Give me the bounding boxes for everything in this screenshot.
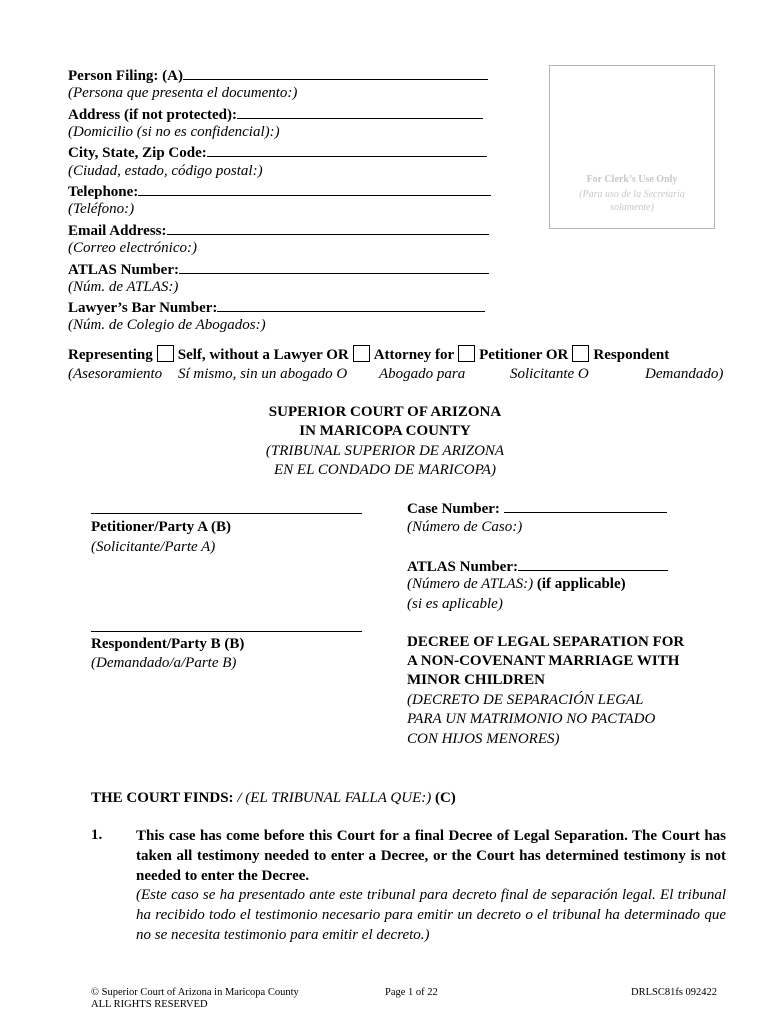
- representing-row: [68, 345, 669, 365]
- respondent-name-line[interactable]: [91, 631, 362, 632]
- item-text-es: (Este caso se ha presentado ante este tribunal para decreto final de separación legal. El tribunal ha recibido todo el testimonio necesario para emitir un decreto o el tribunal ha determinado que no se necesita testimonio para emitir el decreto.): [136, 887, 726, 943]
- clerk-title: For Clerk’s Use Only: [586, 174, 678, 185]
- court-line-2: IN MARICOPA COUNTY: [299, 423, 471, 439]
- representing-es-5: Demandado): [645, 366, 724, 382]
- attorney-checkbox[interactable]: [353, 345, 370, 362]
- address-row: [68, 104, 483, 125]
- city-es: (Ciudad, estado, código postal:): [68, 163, 263, 179]
- bar-label: Lawyer’s Bar Number:: [68, 300, 218, 316]
- address-label: Address (if not protected):: [68, 107, 238, 123]
- court-line-3: (TRIBUNAL SUPERIOR DE ARIZONA: [265, 443, 505, 459]
- case-atlas-es: (Número de ATLAS:): [407, 576, 534, 592]
- email-row: [68, 220, 489, 241]
- representing-es-4: Solicitante O: [510, 366, 589, 382]
- case-number-label: Case Number:: [407, 501, 500, 517]
- footer-form-id: DRLSC81fs 092422: [631, 987, 718, 998]
- title-line-4: (DECRETO DE SEPARACIÓN LEGAL: [407, 692, 644, 708]
- email-label: Email Address:: [68, 223, 167, 239]
- case-number-row: [407, 498, 667, 519]
- atlas-field[interactable]: [179, 259, 489, 274]
- petitioner-es: (Solicitante/Parte A): [91, 539, 216, 555]
- person-filing-row: [68, 65, 488, 86]
- representing-es-3: Abogado para: [379, 366, 466, 382]
- bar-field[interactable]: [217, 297, 485, 312]
- city-row: [68, 142, 487, 163]
- atlas-row: [68, 259, 489, 280]
- case-number-field[interactable]: [504, 498, 667, 513]
- person-filing-field[interactable]: [183, 65, 488, 80]
- title-line-2: A NON-COVENANT MARRIAGE WITH: [407, 653, 680, 669]
- petitioner-name-line[interactable]: [91, 513, 362, 514]
- attorney-option: Attorney for: [373, 347, 455, 363]
- item-number: 1.: [91, 827, 103, 843]
- findings-heading-en: THE COURT FINDS:: [91, 790, 234, 806]
- person-filing-label: Person Filing: (A): [68, 68, 183, 84]
- case-atlas-label: ATLAS Number:: [407, 559, 518, 575]
- petitioner-checkbox[interactable]: [458, 345, 475, 362]
- court-line-4: EN EL CONDADO DE MARICOPA): [274, 462, 496, 478]
- self-option: Self, without a Lawyer OR: [177, 347, 349, 363]
- telephone-label: Telephone:: [68, 184, 139, 200]
- respondent-option: Respondent: [593, 347, 670, 363]
- address-es: (Domicilio (si no es confidencial):): [68, 124, 280, 140]
- bar-es: (Núm. de Colegio de Abogados:): [68, 317, 266, 333]
- item-text: This case has come before this Court for a final Decree of Legal Separation. The Court has taken all testimony needed to enter a Decree, or the Court has determined testimony is not needed to enter the Decree.: [136, 828, 726, 884]
- footer-copyright: © Superior Court of Arizona in Maricopa County: [91, 987, 299, 998]
- respondent-checkbox[interactable]: [572, 345, 589, 362]
- case-atlas-field[interactable]: [518, 556, 668, 571]
- if-applicable: (if applicable): [536, 576, 626, 592]
- telephone-row: [68, 181, 491, 202]
- title-line-6: CON HIJOS MENORES): [407, 731, 560, 747]
- representing-es-2: Sí mismo, sin un abogado O: [178, 366, 348, 382]
- case-atlas-es-row: [407, 575, 626, 594]
- person-filing-es: (Persona que presenta el documento:): [68, 85, 298, 101]
- representing-es-1: (Asesoramiento: [68, 366, 163, 382]
- title-line-5: PARA UN MATRIMONIO NO PACTADO: [407, 711, 656, 727]
- city-field[interactable]: [207, 142, 487, 157]
- self-checkbox[interactable]: [157, 345, 174, 362]
- footer-page: Page 1 of 22: [385, 987, 438, 998]
- case-atlas-row: [407, 556, 668, 577]
- clerk-subtitle: (Para uso de la Secretaría solamente): [579, 189, 685, 213]
- respondent-es: (Demandado/a/Parte B): [91, 655, 237, 671]
- representing-label: Representing: [68, 347, 153, 363]
- city-label: City, State, Zip Code:: [68, 145, 207, 161]
- si-aplicable: (si es aplicable): [407, 596, 503, 612]
- case-number-es: (Número de Caso:): [407, 519, 523, 535]
- clerk-use-box: [549, 65, 715, 229]
- atlas-label: ATLAS Number:: [68, 262, 179, 278]
- findings-heading-mark: (C): [434, 790, 456, 806]
- petitioner-option: Petitioner OR: [479, 347, 569, 363]
- respondent-label: Respondent/Party B (B): [91, 636, 245, 652]
- bar-row: [68, 297, 485, 318]
- email-field[interactable]: [167, 220, 489, 235]
- footer-rights: ALL RIGHTS RESERVED: [91, 999, 208, 1010]
- email-es: (Correo electrónico:): [68, 240, 197, 256]
- findings-heading: [91, 789, 456, 808]
- petitioner-label: Petitioner/Party A (B): [91, 519, 231, 535]
- telephone-es: (Teléfono:): [68, 201, 135, 217]
- address-field[interactable]: [237, 104, 483, 119]
- court-line-1: SUPERIOR COURT OF ARIZONA: [268, 404, 502, 420]
- title-line-3: MINOR CHILDREN: [407, 672, 545, 688]
- atlas-es: (Núm. de ATLAS:): [68, 279, 179, 295]
- title-line-1: DECREE OF LEGAL SEPARATION FOR: [407, 634, 685, 650]
- telephone-field[interactable]: [138, 181, 491, 196]
- findings-heading-es: / (EL TRIBUNAL FALLA QUE:): [237, 790, 432, 806]
